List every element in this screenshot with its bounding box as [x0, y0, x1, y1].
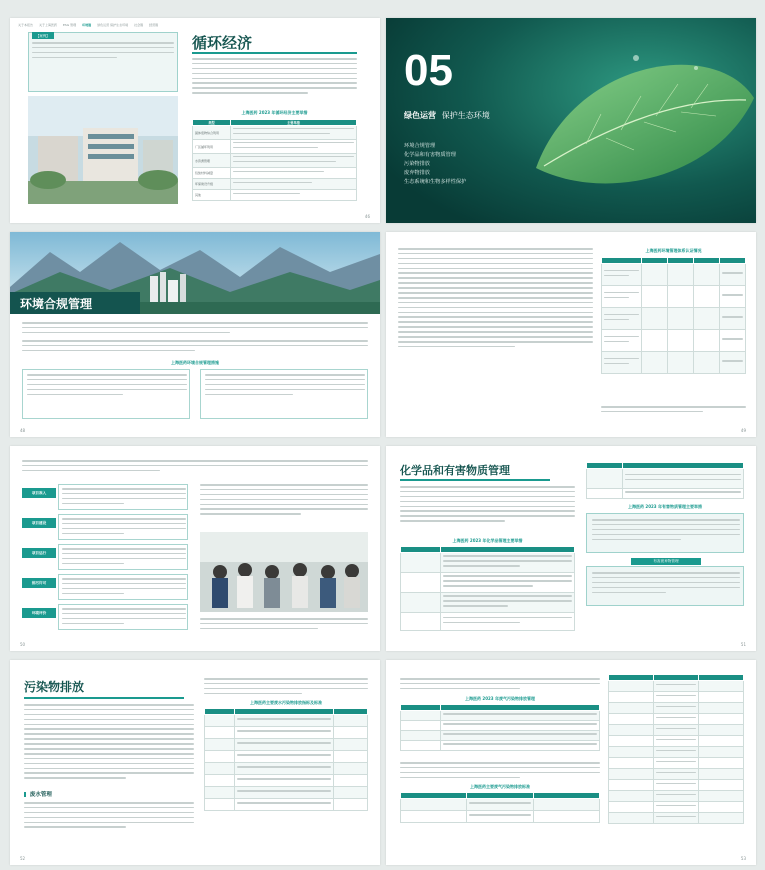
case-box [28, 32, 178, 92]
table-cell [205, 787, 235, 799]
table-cell [609, 758, 654, 769]
table-cell [441, 741, 600, 751]
table-cell [205, 763, 235, 775]
emission-detail-table [608, 674, 744, 824]
table-cell [401, 741, 441, 751]
table-cell [334, 775, 368, 787]
table-cell [609, 813, 654, 824]
table-cell [699, 747, 744, 758]
body-text [24, 802, 194, 831]
table-cell [441, 573, 575, 593]
table-cell [441, 721, 600, 731]
body-text [22, 460, 368, 475]
stage-desc [58, 484, 188, 510]
meeting-photo [200, 532, 368, 612]
table-cell [654, 692, 699, 703]
table-cell [668, 330, 694, 352]
table-cell [609, 725, 654, 736]
table-cell [334, 715, 368, 727]
side-title: 上海医药 2023 年有害物质管理主要举措 [628, 504, 702, 509]
section-title: 化学品和有害物质管理 [400, 465, 510, 477]
table-cell [205, 715, 235, 727]
table-cell [602, 352, 642, 374]
stage-desc [58, 604, 188, 630]
stage-chip: 项目运行 [22, 548, 56, 558]
table-cell [602, 264, 642, 286]
table-cell [231, 154, 357, 168]
table-cell [609, 714, 654, 725]
certification-table [601, 257, 746, 374]
body-text [200, 484, 368, 518]
table-cell [609, 791, 654, 802]
table-cell [654, 703, 699, 714]
measures-box-left [22, 369, 190, 419]
body-text [200, 618, 368, 633]
table-cell [235, 775, 334, 787]
table-cell [654, 736, 699, 747]
theme-secondary: 保护生态环境 [441, 111, 490, 120]
table-cell [334, 799, 368, 811]
title-underline [24, 697, 184, 699]
chapter-toc [404, 142, 466, 187]
case-text [32, 42, 174, 62]
stage-desc [58, 514, 188, 540]
stage-chip: 项目建设 [22, 518, 56, 528]
body-text [204, 678, 368, 698]
page-header-nav [18, 22, 372, 28]
table-title: 上海医药主要废水污染物排放指标及标准 [250, 700, 322, 705]
chapter-number: 05 [404, 46, 453, 95]
table-cell [642, 264, 668, 286]
table-cell [334, 751, 368, 763]
table-cell [602, 308, 642, 330]
table-cell [235, 715, 334, 727]
toc-item[interactable]: 生态系统和生物多样性保护 [404, 179, 467, 185]
factory-photo [28, 96, 178, 204]
report-page-emissions [386, 660, 756, 865]
table-cell [205, 775, 235, 787]
body-text [400, 678, 600, 693]
stage-chip: 环境评价 [22, 608, 56, 618]
side-box-2 [586, 566, 744, 606]
table-cell: 水资源管理 [193, 154, 231, 168]
side-subtitle: 有害废弃物管理 [631, 558, 701, 565]
table-cell [699, 736, 744, 747]
table-cell [334, 763, 368, 775]
page-number: 46 [364, 214, 370, 219]
table-cell [533, 811, 599, 823]
nav-item[interactable]: ESG 管理 [63, 23, 77, 27]
table-cell [623, 489, 744, 499]
table-cell [720, 308, 746, 330]
circular-economy-table [192, 119, 357, 201]
table-title: 上海医药主要废气污染物排放标准 [470, 784, 530, 789]
page-number: 53 [740, 856, 746, 861]
toc-item[interactable]: 废弃物排放 [404, 170, 430, 176]
page-number: 52 [20, 856, 26, 861]
table-cell [401, 811, 467, 823]
section-title: 循环经济 [192, 35, 253, 52]
table-cell [205, 751, 235, 763]
table-cell [654, 758, 699, 769]
table-cell [441, 731, 600, 741]
table-cell [401, 711, 441, 721]
table-cell [609, 769, 654, 780]
report-page-pollutants [10, 660, 380, 865]
body-text-col [398, 248, 593, 351]
measures-title: 上海医药环境合规管理措施 [171, 360, 219, 365]
table-cell [587, 469, 623, 489]
section-title: 污染物排放 [24, 680, 85, 694]
report-page-circular-economy [10, 18, 380, 223]
body-text [22, 322, 368, 337]
table-cell [467, 811, 533, 823]
page-number: 48 [20, 428, 26, 433]
table-cell [235, 787, 334, 799]
table-cell [720, 264, 746, 286]
table-title: 上海医药环境管理体系认证情况 [645, 248, 702, 253]
theme-primary: 绿色运营 [404, 111, 436, 120]
title-underline [400, 479, 550, 481]
table-cell [654, 747, 699, 758]
body-text [22, 340, 368, 355]
table-cell [235, 799, 334, 811]
table-cell [441, 613, 575, 631]
measures-box-right [200, 369, 368, 419]
table-cell [609, 692, 654, 703]
table-cell [231, 168, 357, 179]
table-cell [401, 573, 441, 593]
body-text [400, 762, 600, 782]
nav-item[interactable]: 关于上海医药 [39, 23, 58, 27]
table-cell [602, 286, 642, 308]
table-cell [699, 681, 744, 692]
body-text [24, 704, 194, 782]
table-cell [231, 179, 357, 190]
nav-item-active[interactable]: 环境篇 [82, 23, 92, 27]
table-cell [235, 763, 334, 775]
table-title: 上海医药 2023 年化学品管理主要举措 [452, 538, 523, 543]
table-cell [609, 780, 654, 791]
table-cell [699, 703, 744, 714]
table-cell [609, 703, 654, 714]
table-cell [699, 802, 744, 813]
stage-chip: 项目准入 [22, 488, 56, 498]
table-title: 上海医药 2023 年废气污染物排放管理 [465, 696, 535, 701]
table-cell [231, 126, 357, 140]
table-cell [720, 286, 746, 308]
table-cell [609, 681, 654, 692]
report-page-env-impact [10, 446, 380, 651]
table-cell [609, 802, 654, 813]
table-cell [401, 731, 441, 741]
table-cell [699, 813, 744, 824]
table-cell [699, 714, 744, 725]
section-title: 环境合规管理 [20, 297, 93, 311]
table-cell [699, 791, 744, 802]
footnote [601, 406, 746, 416]
report-page-compliance [10, 232, 380, 437]
table-cell [694, 308, 720, 330]
table-cell [235, 727, 334, 739]
table-cell [609, 747, 654, 758]
table-cell [642, 352, 668, 374]
table-cell [205, 739, 235, 751]
table-cell [654, 714, 699, 725]
side-table [586, 462, 744, 499]
table-cell [334, 739, 368, 751]
page-number: 51 [740, 642, 746, 647]
table-cell [401, 613, 441, 631]
table-cell: 其他 [193, 190, 231, 201]
stage-chip: 排污许可 [22, 578, 56, 588]
table-cell [699, 780, 744, 791]
table-cell [642, 308, 668, 330]
table-cell [602, 330, 642, 352]
table-cell [654, 725, 699, 736]
table-cell [401, 593, 441, 613]
table-cell [699, 692, 744, 703]
table-cell [533, 799, 599, 811]
case-badge: 【案例】 [32, 32, 54, 39]
table-header: 主要举措 [231, 120, 357, 126]
nav-item[interactable]: 绿色运营 保护生态环境 [97, 23, 129, 27]
subsection-label: 废水管理 [29, 792, 52, 798]
table-cell [587, 489, 623, 499]
table-cell [694, 264, 720, 286]
table-cell [231, 140, 357, 154]
table-cell [694, 330, 720, 352]
table-cell [441, 593, 575, 613]
table-cell [654, 791, 699, 802]
table-cell [699, 758, 744, 769]
table-cell [642, 330, 668, 352]
stage-desc [58, 544, 188, 570]
table-cell [231, 190, 357, 201]
table-cell [609, 736, 654, 747]
emission-mgmt-table [400, 704, 600, 751]
table-cell [668, 264, 694, 286]
table-cell: 固体废物综合利用 [193, 126, 231, 140]
table-cell [441, 553, 575, 573]
body-text [192, 58, 357, 97]
nav-item[interactable]: 关于本报告 [18, 23, 34, 27]
wastewater-table [204, 708, 368, 811]
table-cell [654, 681, 699, 692]
table-cell [334, 727, 368, 739]
table-cell: 包装材料减量 [193, 168, 231, 179]
table-cell [401, 553, 441, 573]
toc-item[interactable]: 环境合规管理 [404, 143, 436, 149]
body-text [400, 486, 575, 525]
toc-item[interactable]: 化学品和有害物质管理 [404, 152, 456, 158]
table-cell [694, 352, 720, 374]
table-cell [334, 787, 368, 799]
table-cell [623, 469, 744, 489]
table-cell [699, 725, 744, 736]
table-cell [441, 711, 600, 721]
table-cell [654, 769, 699, 780]
table-cell: 厂区循环利用 [193, 140, 231, 154]
table-cell [205, 799, 235, 811]
table-cell [699, 769, 744, 780]
table-cell [720, 352, 746, 374]
toc-item[interactable]: 污染物排放 [404, 161, 430, 167]
table-cell [694, 286, 720, 308]
table-cell [668, 352, 694, 374]
report-page-certification [386, 232, 756, 437]
table-cell [401, 799, 467, 811]
table-cell [467, 799, 533, 811]
nav-item[interactable]: 社会篇 [134, 23, 144, 27]
table-title: 上海医药 2023 年循环经济主要举措 [241, 110, 308, 115]
subsection-title [24, 790, 52, 798]
table-header: 类型 [193, 120, 231, 126]
table-cell [668, 308, 694, 330]
report-page-chapter-cover [386, 18, 756, 223]
subsection-marker [24, 792, 26, 797]
table-cell [720, 330, 746, 352]
page-number: 49 [740, 428, 746, 433]
table-cell [654, 780, 699, 791]
chapter-theme [404, 110, 490, 121]
table-cell [668, 286, 694, 308]
title-underline [192, 52, 357, 54]
nav-item[interactable]: 经营篇 [149, 23, 159, 27]
table-cell [235, 751, 334, 763]
stage-desc [58, 574, 188, 600]
table-cell [642, 286, 668, 308]
emission-std-table [400, 792, 600, 823]
table-cell [654, 813, 699, 824]
chemicals-table [400, 546, 575, 631]
report-page-chemicals [386, 446, 756, 651]
side-box-1 [586, 513, 744, 553]
page-number: 50 [20, 642, 26, 647]
table-cell: 环保建设升级 [193, 179, 231, 190]
table-cell [235, 739, 334, 751]
table-cell [205, 727, 235, 739]
table-cell [401, 721, 441, 731]
table-cell [654, 802, 699, 813]
